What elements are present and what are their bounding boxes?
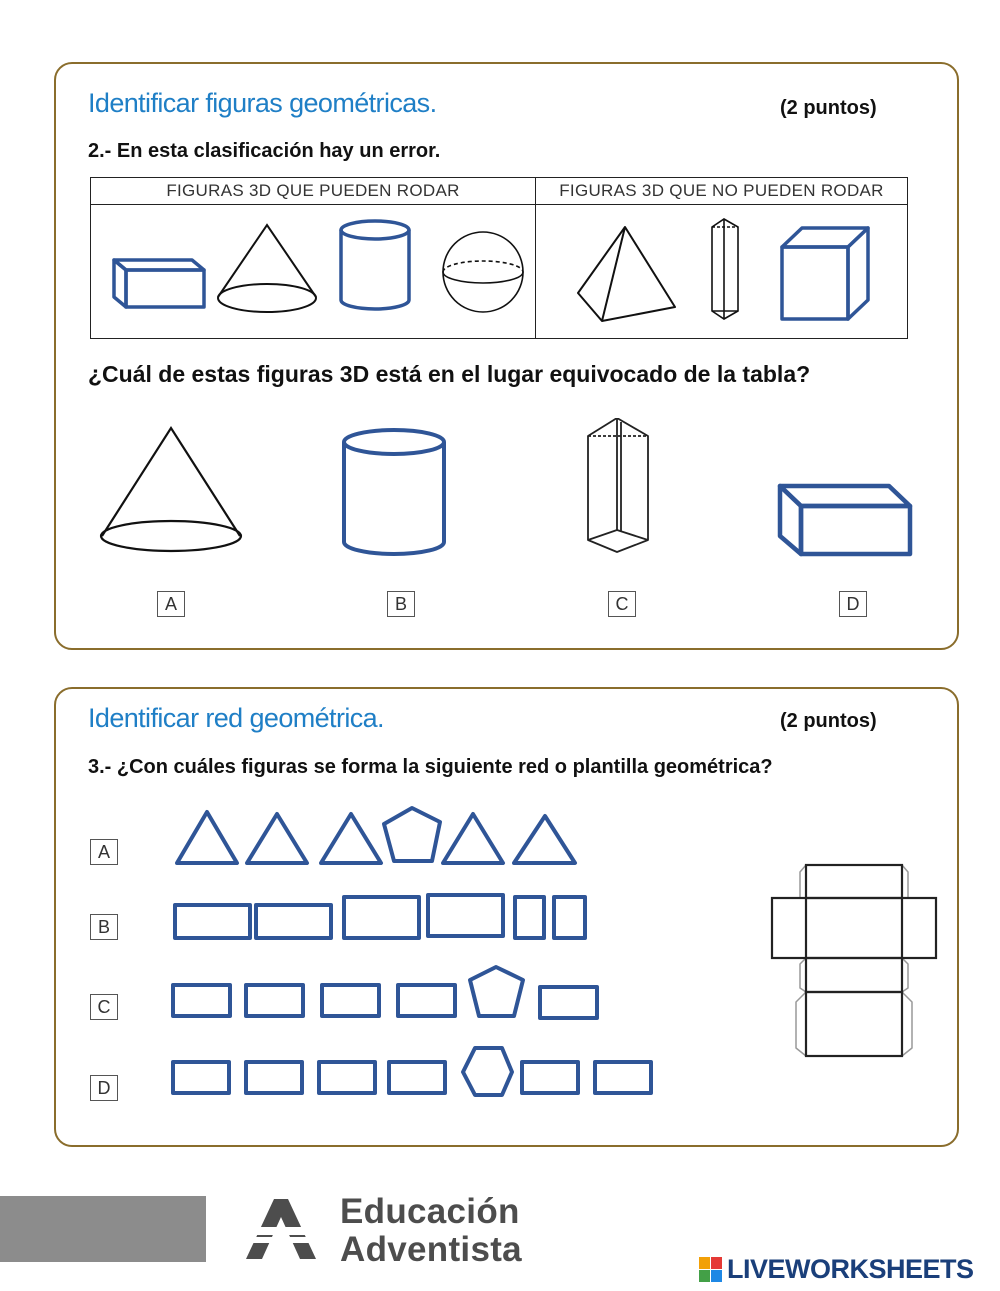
rectangle-icon <box>256 905 331 938</box>
rectangle-icon <box>319 1062 375 1093</box>
rectangle-icon <box>595 1062 651 1093</box>
pyramid-icon <box>578 227 675 321</box>
liveworksheets-logo-icon <box>699 1257 723 1283</box>
cube-icon <box>782 228 868 319</box>
cuboid-net-figure <box>766 860 938 1065</box>
cylinder-icon <box>341 221 409 309</box>
net-options-shapes <box>160 800 680 1110</box>
triangle-icon <box>321 814 381 863</box>
sphere-icon <box>443 232 523 312</box>
brand-line-2: Adventista <box>340 1230 522 1269</box>
section-title: Identificar figuras geométricas. <box>88 88 437 118</box>
triangle-icon <box>177 812 237 863</box>
option-d-rectangular-prism-icon <box>780 486 910 554</box>
rectangle-icon <box>322 985 379 1016</box>
table-header-cannot-roll: FIGURAS 3D QUE NO PUEDEN RODAR <box>536 178 908 205</box>
rectangle-icon <box>344 897 419 938</box>
points-label: (2 puntos) <box>780 97 877 119</box>
cone-icon <box>218 225 316 312</box>
rectangle-icon <box>173 1062 229 1093</box>
rectangle-icon <box>246 1062 302 1093</box>
net-option-a-label[interactable]: A <box>90 839 118 865</box>
question-text: 2.- En esta clasificación hay un error. <box>88 140 441 162</box>
net-option-d-label[interactable]: D <box>90 1075 118 1101</box>
option-b-cylinder-icon <box>344 430 444 554</box>
rectangle-icon <box>522 1062 578 1093</box>
pentagon-icon <box>384 808 440 861</box>
row-d-shapes <box>173 1048 651 1095</box>
liveworksheets-wordmark: LIVEWORKSHEETS <box>727 1254 974 1284</box>
net-option-c-label[interactable]: C <box>90 994 118 1020</box>
rectangle-icon <box>515 897 544 938</box>
option-a-label[interactable]: A <box>157 591 185 617</box>
triangle-icon <box>443 814 503 863</box>
row-a-shapes <box>177 808 575 863</box>
answer-shapes <box>90 418 920 563</box>
brand-line-1: Educación <box>340 1192 520 1231</box>
footer-gray-bar <box>0 1196 206 1262</box>
rectangle-icon <box>175 905 250 938</box>
row-b-shapes <box>175 895 585 938</box>
section-title-2: Identificar red geométrica. <box>88 703 384 733</box>
hexagon-icon <box>463 1048 512 1095</box>
rectangle-icon <box>173 985 230 1016</box>
table-shapes <box>90 205 908 337</box>
educacion-adventista-logo-icon <box>244 1197 318 1261</box>
row-c-shapes <box>173 967 597 1018</box>
question-text-2: 3.- ¿Con cuáles figuras se forma la siguiente red o plantilla geométrica? <box>88 756 773 778</box>
rectangle-icon <box>389 1062 445 1093</box>
option-c-triangular-prism-icon <box>588 418 648 552</box>
net-option-b-label[interactable]: B <box>90 914 118 940</box>
rectangle-icon <box>246 985 303 1016</box>
pentagon-icon <box>470 967 523 1016</box>
option-c-label[interactable]: C <box>608 591 636 617</box>
option-d-label[interactable]: D <box>839 591 867 617</box>
table-header-can-roll: FIGURAS 3D QUE PUEDEN RODAR <box>91 178 536 205</box>
triangular-prism-icon <box>712 219 738 319</box>
rectangle-icon <box>540 987 597 1018</box>
triangle-icon <box>514 816 575 863</box>
option-a-cone-icon <box>101 428 241 551</box>
points-label-2: (2 puntos) <box>780 710 877 732</box>
rectangular-prism-icon <box>114 260 204 307</box>
triangle-icon <box>247 814 307 863</box>
rectangle-icon <box>554 897 585 938</box>
rectangle-icon <box>428 895 503 936</box>
rectangle-icon <box>398 985 455 1016</box>
option-b-label[interactable]: B <box>387 591 415 617</box>
subquestion-text: ¿Cuál de estas figuras 3D está en el lugar equivocado de la tabla? <box>88 361 811 387</box>
